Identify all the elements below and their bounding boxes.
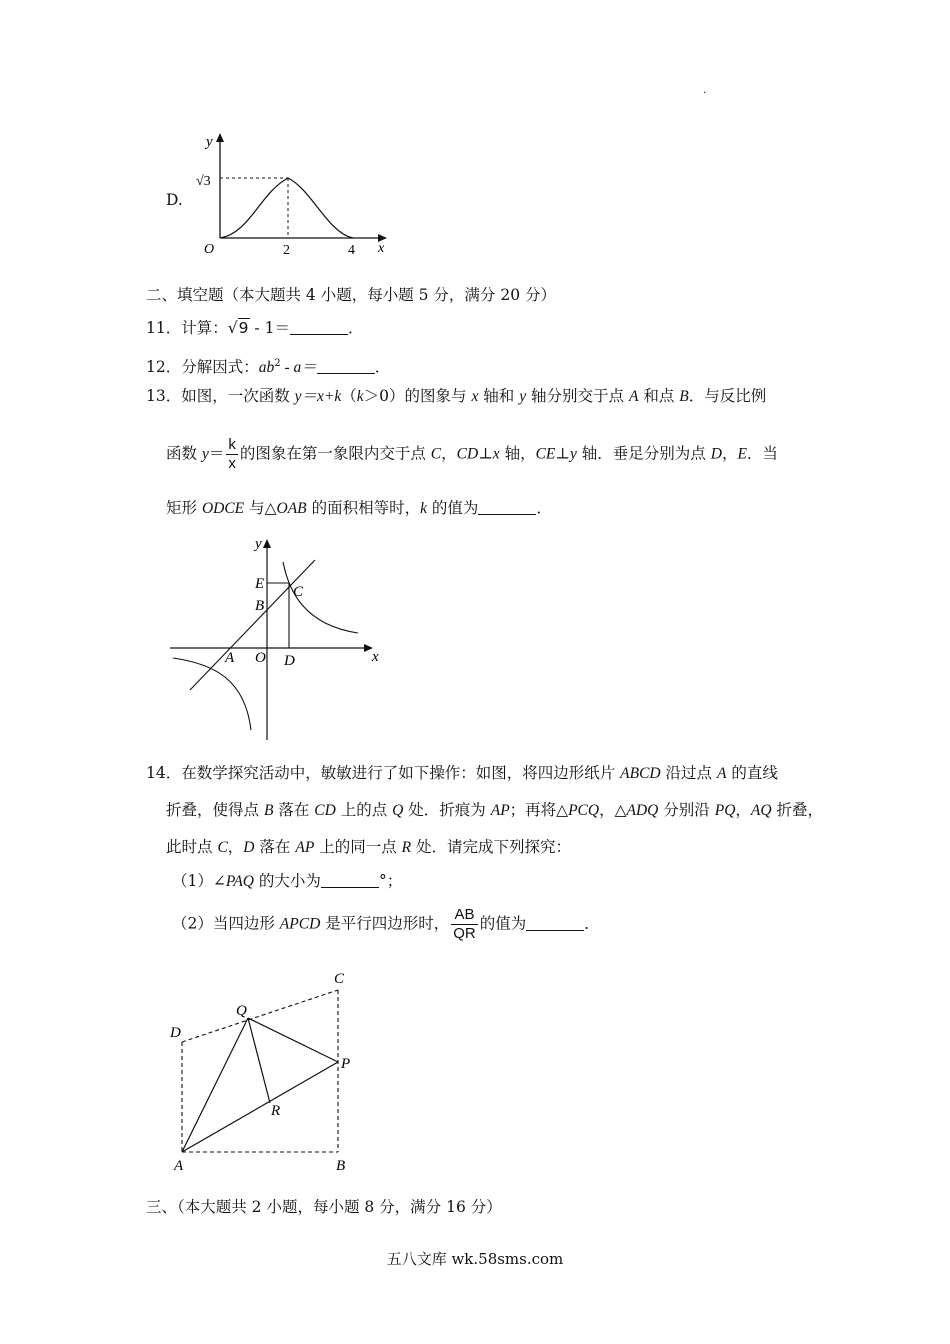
- segment-ap: [182, 1062, 338, 1152]
- question-12: 12．分解因式：$ab^2 - a=$ ．: [146, 358, 391, 377]
- answer-blank-12: [317, 359, 375, 374]
- point-p-label: P: [341, 1056, 351, 1072]
- segment-qp: [248, 1018, 338, 1062]
- point-d-label: D: [284, 653, 295, 669]
- top-mark: ·: [703, 88, 707, 99]
- section-2-heading: 二、填空题（本大题共 4 小题，每小题 5 分，满分 20 分）: [146, 286, 557, 304]
- answer-blank-14-1: [321, 873, 379, 888]
- segment-qr: [248, 1018, 270, 1103]
- y-axis-arrow: [216, 133, 224, 142]
- y-label: y: [255, 536, 262, 552]
- answer-blank-14-2: [526, 916, 584, 931]
- option-d-label: D.: [166, 191, 183, 209]
- tick-2-label: 2: [283, 243, 290, 258]
- question-14-line-3: 此时点 C，D 落在 AP 上的同一点 R 处．请完成下列探究：: [166, 838, 572, 856]
- section-3-heading: 三、（本大题共 2 小题，每小题 8 分，满分 16 分）: [146, 1198, 502, 1216]
- y-label: y: [206, 134, 213, 150]
- question-11: 11．计算：√9 - 1＝ ．: [146, 319, 364, 337]
- point-c-label: C: [293, 584, 304, 600]
- point-a-label: A: [174, 1158, 184, 1174]
- edge-dc: [182, 990, 338, 1042]
- footer-watermark: 五八文库 wk.58sms.com: [386, 1250, 564, 1268]
- option-d-graph: [190, 128, 400, 258]
- hyperbola-branch-2: [173, 658, 251, 730]
- answer-blank-11: [290, 320, 348, 335]
- point-e-label: E: [255, 576, 265, 592]
- answer-blank-13: [478, 500, 536, 515]
- point-b-label: B: [336, 1158, 346, 1174]
- point-q-label: Q: [236, 1003, 247, 1019]
- question-13-line-2: 函数 y＝ $\frac{k}{x}$ 的图象在第一象限内交于点 C，CD⊥x 轴，CE⊥y 轴．垂足分别为点 D，E．当: [166, 436, 778, 472]
- y-axis-arrow: [263, 539, 271, 548]
- question-13-line-3: 矩形 ODCE 与△OAB 的面积相等时，k 的值为 ．: [166, 499, 552, 517]
- figure-13: [165, 530, 395, 745]
- x-label: x: [378, 241, 385, 256]
- point-b-label: B: [255, 598, 265, 614]
- origin-label: O: [204, 242, 215, 257]
- point-a-label: A: [225, 650, 235, 666]
- question-14-sub-1: （1）∠PAQ 的大小为 °；: [172, 872, 403, 890]
- point-c-label: C: [334, 971, 345, 987]
- sqrt-expression: √9: [227, 319, 249, 337]
- origin-label: O: [255, 650, 266, 666]
- curve: [220, 178, 353, 238]
- point-r-label: R: [271, 1103, 281, 1119]
- fraction-ab-over-qr: $\frac{AB}{QR}$: [453, 906, 476, 942]
- line-y-x-k: [190, 560, 315, 690]
- segment-aq: [182, 1018, 248, 1152]
- point-d-label: D: [170, 1025, 181, 1041]
- question-14-line-1: 14．在数学探究活动中，敏敏进行了如下操作：如图，将四边形纸片 ABCD 沿过点 A 的直线: [146, 764, 778, 782]
- tick-4-label: 4: [348, 243, 355, 258]
- figure-14: [160, 965, 380, 1180]
- fraction-k-over-x: $\frac{k}{x}$: [228, 436, 236, 472]
- question-14-line-2: 折叠，使得点 B 落在 CD 上的点 Q 处．折痕为 AP；再将△PCQ，△ADQ 分别沿 PQ，AQ 折叠，: [166, 801, 824, 819]
- question-14-sub-2: （2）当四边形 APCD 是平行四边形时， $\frac{AB}{QR}$ 的值为 ．: [172, 906, 600, 942]
- sqrt3-label: √3: [196, 174, 211, 189]
- question-13-line-1: 13．如图，一次函数 y＝x+k（k＞0）的图象与 x 轴和 y 轴分别交于点 A 和点 B．与反比例: [146, 387, 767, 405]
- x-label: x: [372, 649, 379, 665]
